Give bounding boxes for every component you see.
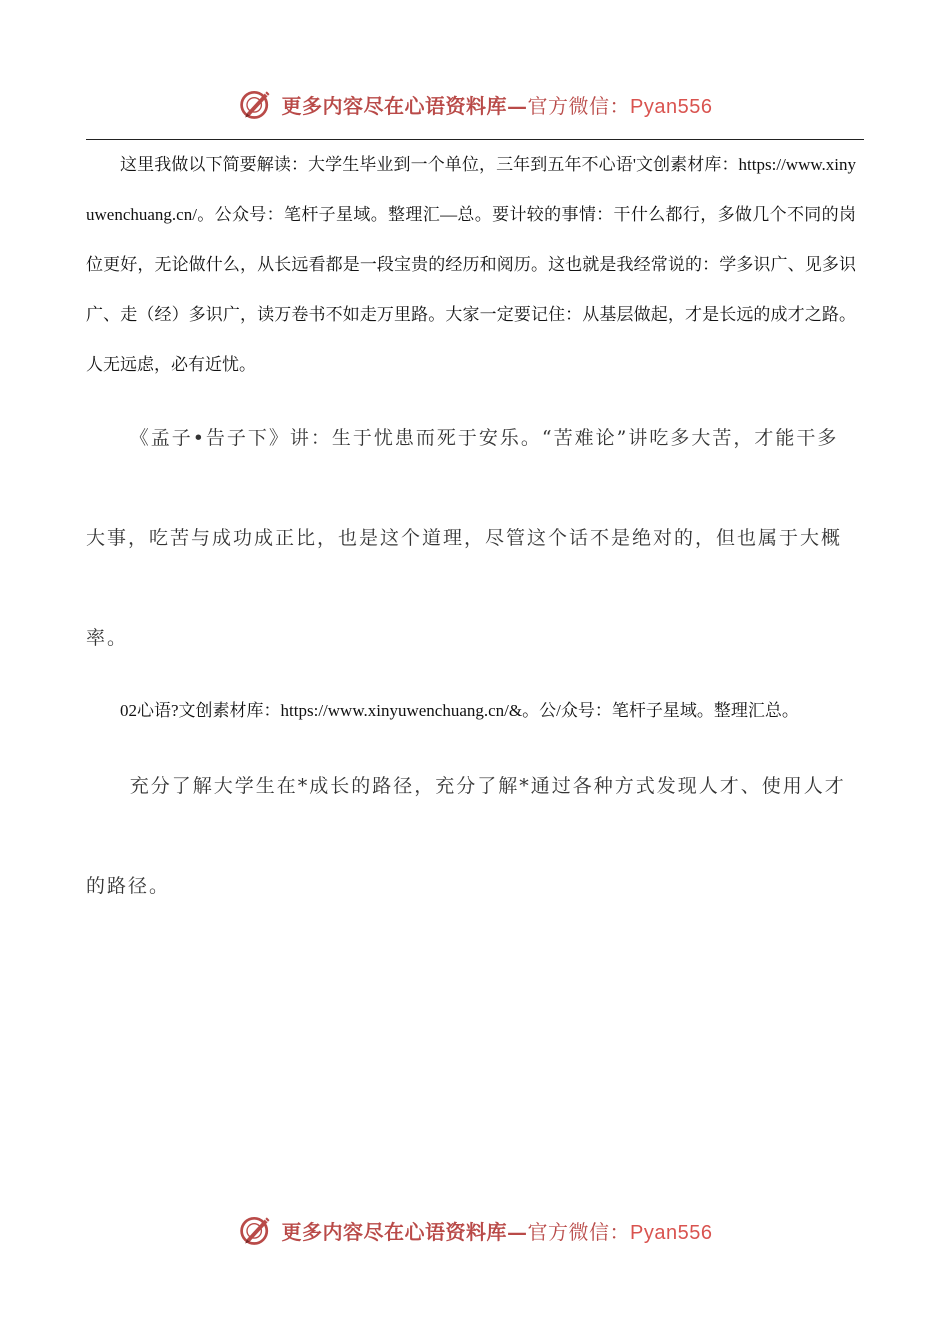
paragraph-section-02: 02心语?文创素材库：https://www.xinyuwenchuang.cn/&。公/众号：笔杆子星域。整理汇总。 xyxy=(120,701,799,720)
document-body xyxy=(86,140,856,936)
header-banner-title: 更多内容尽在心语资料库 xyxy=(281,93,508,118)
header-wechat-label: 官方微信： xyxy=(527,93,631,118)
paragraph-growth-path: 充分了解大学生在*成长的路径，充分了解*通过各种方式发现人才、使用人才的路径。 xyxy=(86,775,846,897)
pen-logo-icon xyxy=(238,86,274,122)
paragraph-interpretation: 这里我做以下简要解读：大学生毕业到一个单位，三年到五年不心语'文创素材库：https://www.xinyuwenchuang.cn/。公众号：笔杆子星域。整理汇—总。要计较的事情：干什么都行，多做几个不同的岗位更好，无论做什么，从长远看都是一段宝贵的经历和阅历。这也就是我经常说的：学多识广、见多识广、走（经）多识广，读万卷书不如走万里路。大家一定要记住：从基层做起，才是长远的成才之路。人无远虑，必有近忧。 xyxy=(86,155,856,374)
footer-banner-title: 更多内容尽在心语资料库 xyxy=(281,1219,508,1244)
footer-banner-text xyxy=(282,1216,713,1245)
header-banner-text xyxy=(282,90,713,119)
paragraph-mencius-quote: 《孟子•告子下》讲：生于忧患而死于安乐。“苦难论”讲吃多大苦，才能干多大事，吃苦与成功成正比，也是这个道理，尽管这个话不是绝对的，但也属于大概率。 xyxy=(86,427,843,649)
header-banner xyxy=(0,84,950,124)
footer-wechat-label: 官方微信： xyxy=(527,1219,631,1244)
header-wechat-id: Pyan556 xyxy=(630,95,713,118)
footer-wechat-id: Pyan556 xyxy=(630,1221,713,1244)
pen-logo-icon xyxy=(238,1212,274,1248)
footer-banner xyxy=(0,1210,950,1250)
footer-banner-dash: — xyxy=(507,1219,528,1244)
header-banner-dash: — xyxy=(507,93,528,118)
